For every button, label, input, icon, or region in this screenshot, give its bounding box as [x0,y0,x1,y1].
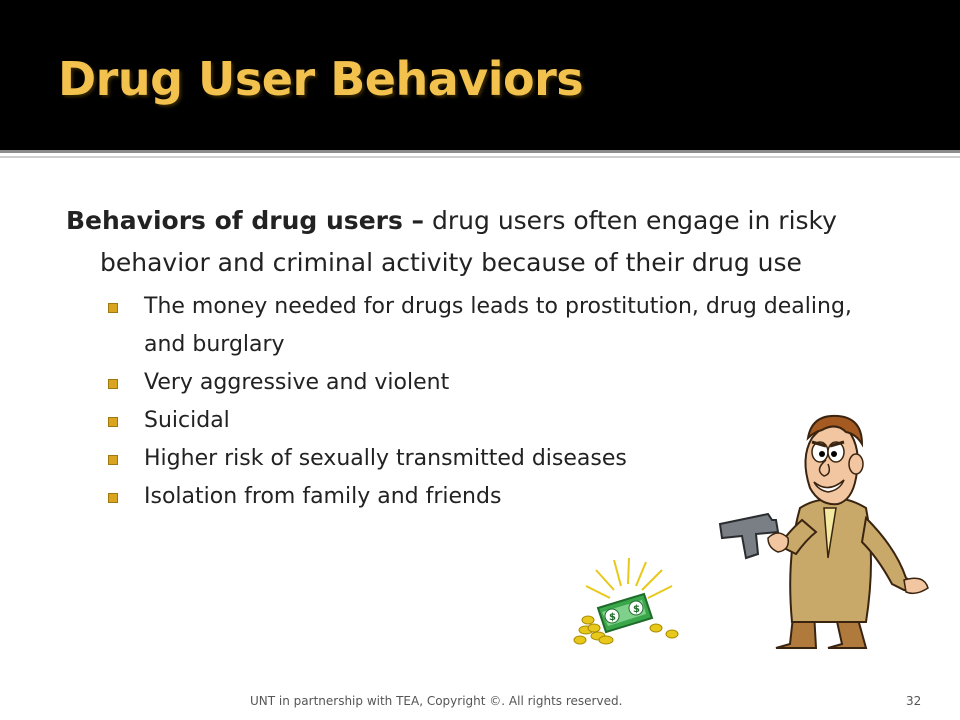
square-bullet-icon [108,303,118,313]
slide-footer: UNT in partnership with TEA, Copyright ©. All rights reserved. [250,694,623,708]
dollar-sign: $ [633,604,640,615]
bullet-text: Higher risk of sexually transmitted diseases [144,446,627,471]
square-bullet-icon [108,379,118,389]
bullet-text: Isolation from family and friends [144,484,502,509]
money-pile-illustration [566,556,696,646]
bullet-text: Very aggressive and violent [144,370,450,395]
square-bullet-icon [108,493,118,503]
page-number: 32 [906,694,922,708]
bullet-text: Suicidal [144,408,230,433]
square-bullet-icon [108,417,118,427]
lead-paragraph [66,200,896,284]
title-divider [0,150,960,153]
square-bullet-icon [108,455,118,465]
bullet-item [144,288,896,364]
title-divider-light [0,156,960,158]
lead-bold: Behaviors of drug users – [66,206,425,235]
lead-text: drug users often engage in risky behavior and criminal activity because of their drug use [100,206,837,277]
bullet-item [144,364,896,402]
dollar-sign: $ [609,612,616,623]
man-with-gun-illustration [716,408,932,652]
bullet-text: The money needed for drugs leads to prostitution, drug dealing, and burglary [144,294,852,357]
slide-title: Drug User Behaviors [58,52,584,106]
